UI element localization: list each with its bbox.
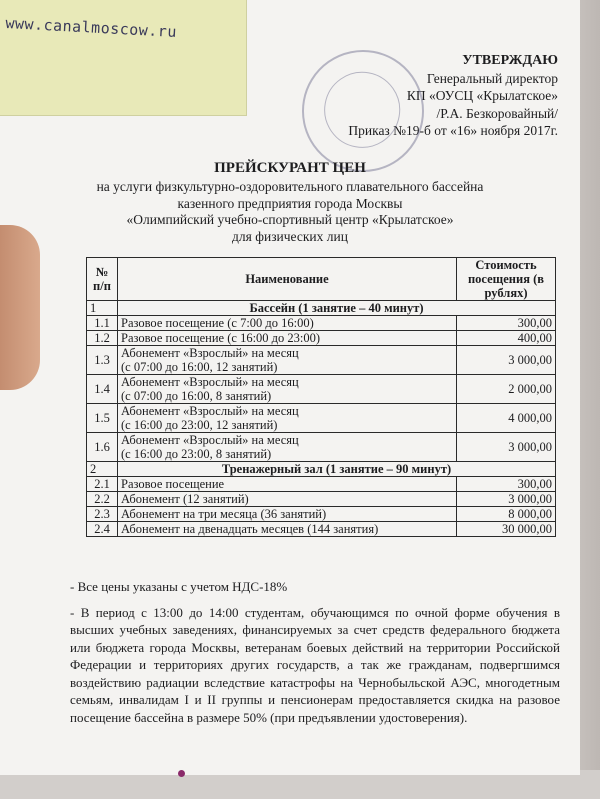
table-row (87, 492, 556, 507)
section-title: Бассейн (1 занятие – 40 минут) (118, 301, 556, 316)
notes-block (70, 578, 560, 734)
row-name-line: (с 16:00 до 23:00, 8 занятий) (121, 447, 272, 461)
table-header-row (87, 258, 556, 301)
row-num: 1.5 (87, 404, 118, 433)
row-name (118, 404, 457, 433)
sticky-note (0, 0, 247, 116)
approval-heading: УТВЕРЖДАЮ (462, 53, 558, 68)
table-row (87, 522, 556, 537)
subtitle-line: на услуги физкультурно-оздоровительного плавательного бассейна (96, 179, 484, 194)
row-name: Разовое посещение (118, 477, 457, 492)
row-price: 2 000,00 (457, 375, 556, 404)
approval-position: Генеральный директор (426, 70, 558, 86)
row-name-line: (с 16:00 до 23:00, 12 занятий) (121, 418, 278, 432)
row-name: Разовое посещение (с 16:00 до 23:00) (118, 331, 457, 346)
row-price: 300,00 (457, 316, 556, 331)
section-num: 1 (87, 301, 118, 316)
price-table (86, 257, 556, 537)
subtitle-line: для физических лиц (232, 228, 348, 244)
row-price: 3 000,00 (457, 346, 556, 375)
header-price: Стоимость посещения (в рублях) (457, 258, 556, 301)
ink-dot (178, 770, 185, 777)
note-vat: - Все цены указаны с учетом НДС-18% (70, 579, 288, 594)
table-row (87, 507, 556, 522)
row-price: 3 000,00 (457, 492, 556, 507)
sticky-note-handwriting: www.canalmoscow.ru (5, 14, 178, 41)
subtitle-line: казенного предприятия города Москвы (177, 195, 403, 211)
row-price: 400,00 (457, 331, 556, 346)
approval-signature: /Р.А. Безкоровайный/ (436, 105, 558, 121)
row-name: Абонемент на три месяца (36 занятий) (118, 507, 457, 522)
row-name (118, 433, 457, 462)
table-row (87, 433, 556, 462)
row-price: 300,00 (457, 477, 556, 492)
section-row-pool (87, 301, 556, 316)
section-num: 2 (87, 462, 118, 477)
approval-order: Приказ №19-б от «16» ноября 2017г. (348, 123, 558, 138)
header-num: № п/п (87, 258, 118, 301)
row-name-line: Абонемент «Взрослый» на месяц (121, 404, 299, 418)
row-name-line: Абонемент «Взрослый» на месяц (121, 346, 299, 360)
subtitle-line: «Олимпийский учебно-спортивный центр «Крылатское» (126, 212, 454, 227)
row-price: 3 000,00 (457, 433, 556, 462)
approval-org: КП «ОУСЦ «Крылатское» (406, 88, 558, 103)
row-price: 30 000,00 (457, 522, 556, 537)
row-num: 1.6 (87, 433, 118, 462)
hand-thumb (0, 225, 40, 390)
table-row (87, 346, 556, 375)
row-num: 2.2 (87, 492, 118, 507)
row-name: Абонемент (12 занятий) (118, 492, 457, 507)
document-subtitle (0, 179, 580, 245)
note-discount: - В период с 13:00 до 14:00 студентам, обучающимся по очной форме обучения в высших учебных заведениях, финансируемых за счет средств федерального бюджета или бюджета города Москвы, ветеранам боевых действий на территории Российской Федерации и территориях других государств, а так же гражданам, подвергшимся воздействию радиации вследствие катастрофы на Чернобыльской АЭС, многодетным семьям, инвалидам I и II группы и пенсионерам предоставляется скидка на разовое посещение бассейна в размере 50% (при предъявлении удостоверения). (70, 604, 560, 725)
row-name: Абонемент на двенадцать месяцев (144 занятия) (118, 522, 457, 537)
row-name-line: (с 07:00 до 16:00, 12 занятий) (121, 360, 278, 374)
row-price: 4 000,00 (457, 404, 556, 433)
row-num: 1.2 (87, 331, 118, 346)
row-price: 8 000,00 (457, 507, 556, 522)
row-name-line: Абонемент «Взрослый» на месяц (121, 433, 299, 447)
header-name: Наименование (118, 258, 457, 301)
row-num: 1.4 (87, 375, 118, 404)
row-num: 2.1 (87, 477, 118, 492)
section-title: Тренажерный зал (1 занятие – 90 минут) (118, 462, 556, 477)
row-name: Разовое посещение (с 7:00 до 16:00) (118, 316, 457, 331)
row-name-line: Абонемент «Взрослый» на месяц (121, 375, 299, 389)
row-name (118, 346, 457, 375)
table-row (87, 316, 556, 331)
stamp-inner-ring (318, 66, 406, 154)
row-name (118, 375, 457, 404)
row-name-line: (с 07:00 до 16:00, 8 занятий) (121, 389, 272, 403)
row-num: 1.3 (87, 346, 118, 375)
row-num: 1.1 (87, 316, 118, 331)
table-row (87, 331, 556, 346)
section-row-gym (87, 462, 556, 477)
table-row (87, 477, 556, 492)
table-row (87, 404, 556, 433)
table-row (87, 375, 556, 404)
row-num: 2.3 (87, 507, 118, 522)
document-title: ПРЕЙСКУРАНТ ЦЕН (214, 160, 366, 176)
row-num: 2.4 (87, 522, 118, 537)
